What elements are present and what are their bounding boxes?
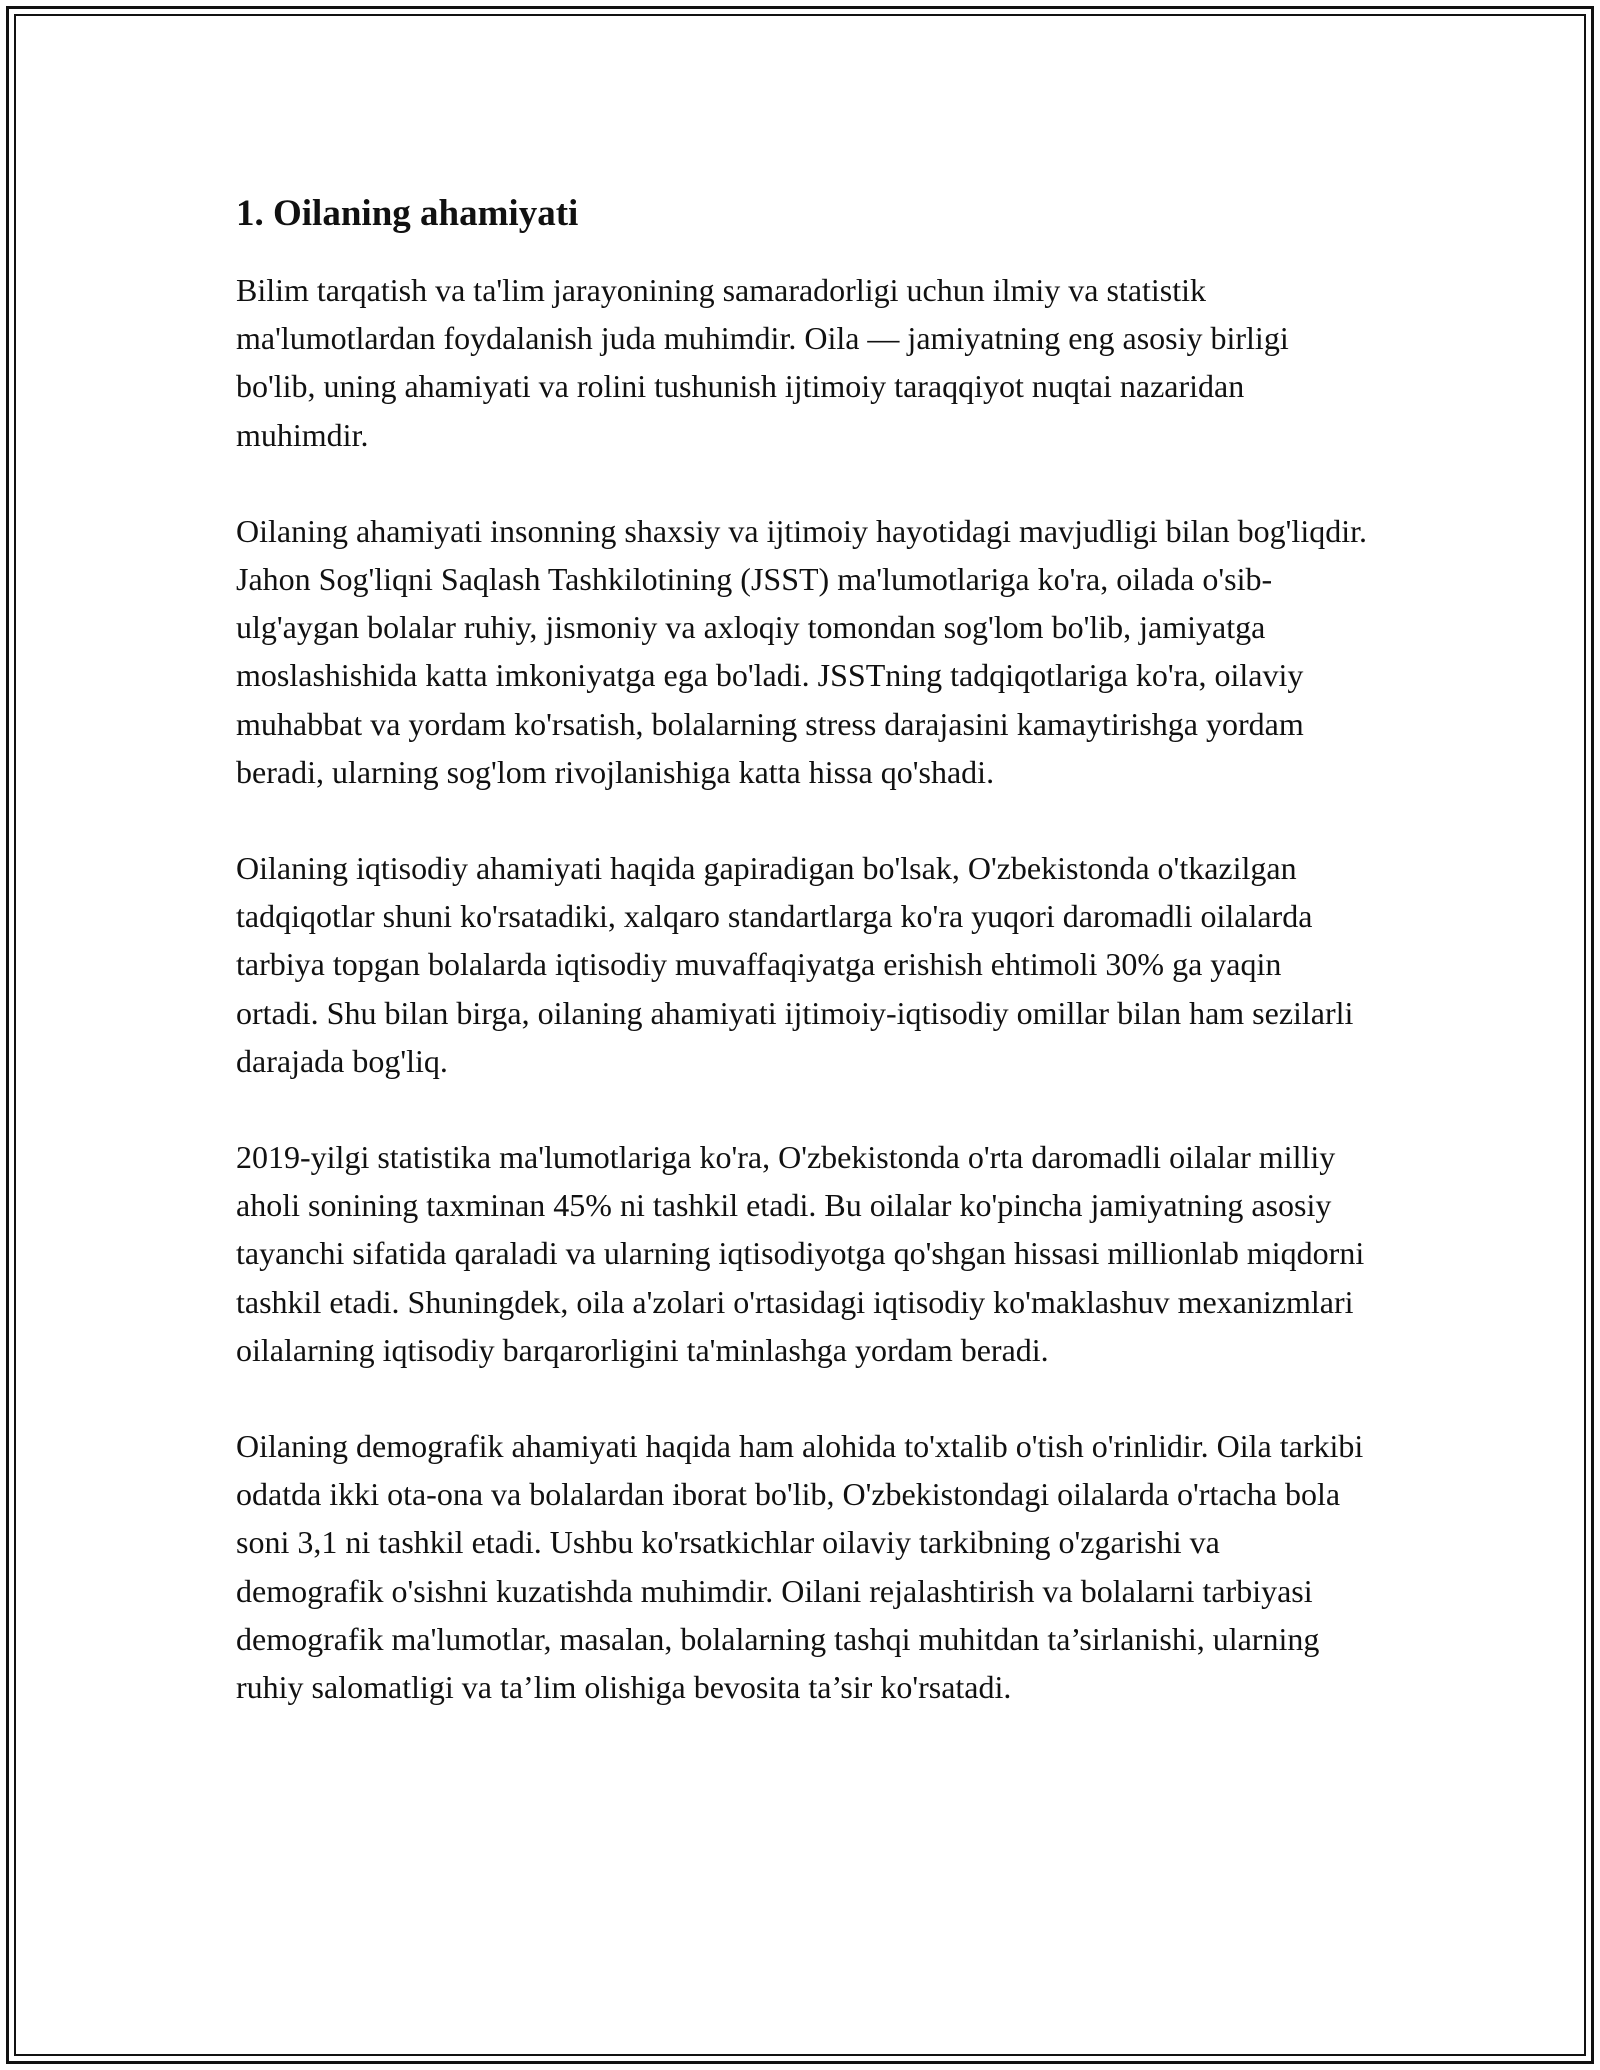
paragraph-economic: Oilaning iqtisodiy ahamiyati haqida gapiradigan bo'lsak, O'zbekistonda o'tkazilgan tadqiqotlar shuni ko'rsatadiki, xalqaro standartlarga ko'ra yuqori daromadli oilalarda tarbiya topgan bolalarda iqtisodiy muvaffaqiyatga erishish ehtimoli 30% ga yaqin ortadi. Shu bilan birga, oilaning ahamiyati ijtimoiy-iqtisodiy omillar bilan ham sezilarli darajada bog'liq. bbox=[236, 850, 1354, 1079]
section-heading: 1. Oilaning ahamiyati bbox=[236, 193, 579, 234]
paragraph-demographic: Oilaning demografik ahamiyati haqida ham alohida to'xtalib o'tish o'rinlidir. Oila tarkibi odatda ikki ota-ona va bolalardan iborat bo'lib, O'zbekistondagi oilalarda o'rtacha bola soni 3,1 ni tashkil etadi. Ushbu ko'rsatkichlar oilaviy tarkibning o'zgarishi va demografik o'sishni kuzatishda muhimdir. Oilani rejalashtirish va bolalarni tarbiyasi demografik ma'lumotlar, masalan, bolalarning tashqi muhitdan ta’sirlanishi, ularning ruhiy salomatligi va ta’lim olishiga bevosita ta’sir ko'rsatadi. bbox=[236, 1428, 1364, 1706]
paragraph-social: Oilaning ahamiyati insonning shaxsiy va ijtimoiy hayotidagi mavjudligi bilan bog'liqdir. Jahon Sog'liqni Saqlash Tashkilotining (JSST) ma'lumotlariga ko'ra, oilada o'sib-ulg'aygan bolalar ruhiy, jismoniy va axloqiy tomondan sog'lom bo'lib, jamiyatga moslashishida katta imkoniyatga ega bo'ladi. JSSTning tadqiqotlariga ko'ra, oilaviy muhabbat va yordam ko'rsatish, bolalarning stress darajasini kamaytirishga yordam beradi, ularning sog'lom rivojlanishiga katta hissa qo'shadi. bbox=[236, 512, 1367, 790]
paragraph-statistics: 2019-yilgi statistika ma'lumotlariga ko'ra, O'zbekistonda o'rta daromadli oilalar milliy aholi sonining taxminan 45% ni tashkil etadi. Bu oilalar ko'pincha jamiyatning asosiy tayanchi sifatida qaraladi va ularning iqtisodiyotga qo'shgan hissasi millionlab miqdorni tashkil etadi. Shuningdek, oila a'zolari o'rtasidagi iqtisodiy ko'maklashuv mexanizmlari oilalarning iqtisodiy barqarorligini ta'minlashga yordam beradi. bbox=[236, 1139, 1365, 1368]
document-body bbox=[236, 184, 1368, 1759]
paragraph-intro: Bilim tarqatish va ta'lim jarayonining samaradorligi uchun ilmiy va statistik ma'lumotlardan foydalanish juda muhimdir. Oila — jamiyatning eng asosiy birligi bo'lib, uning ahamiyati va rolini tushunish ijtimoiy taraqqiyot nuqtai nazaridan muhimdir. bbox=[236, 272, 1289, 453]
